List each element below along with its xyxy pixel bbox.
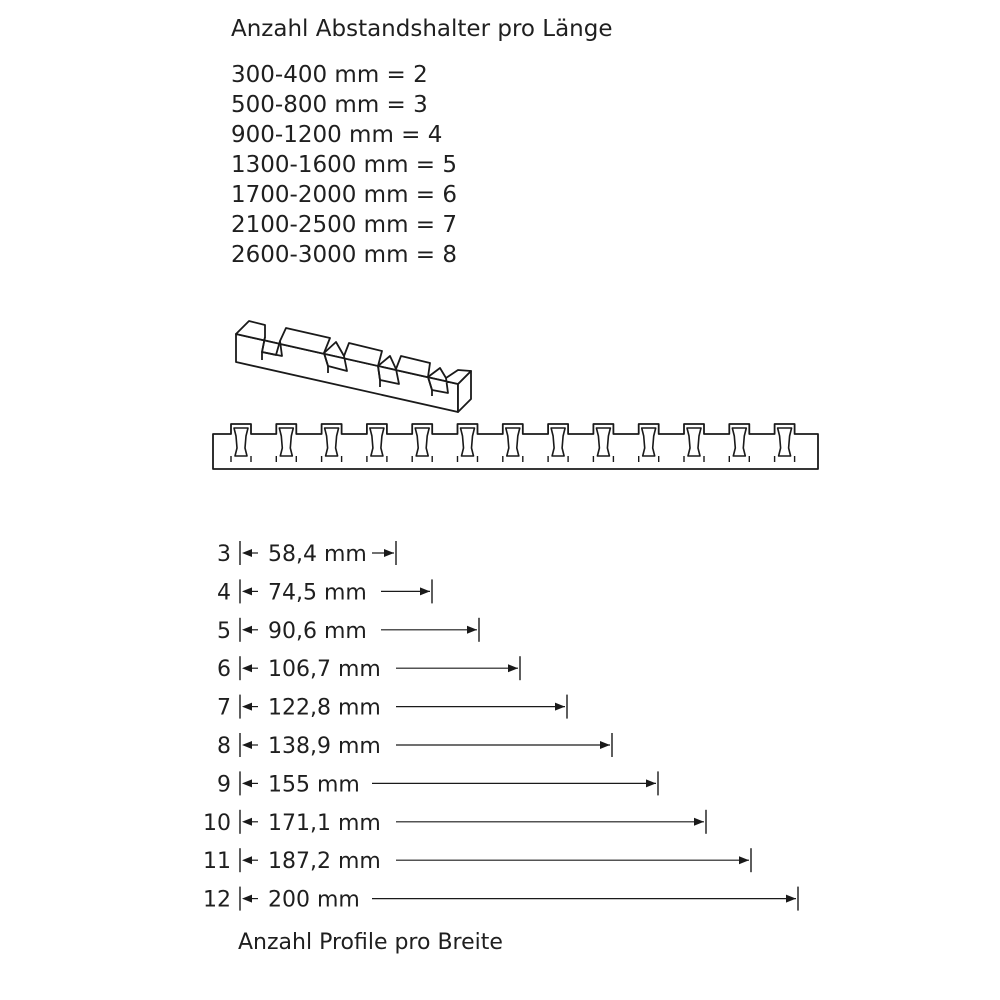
width-value: 155 mm [268,772,360,798]
width-row [217,579,432,605]
width-value: 122,8 mm [268,695,381,721]
width-value: 74,5 mm [268,580,367,606]
width-row [217,771,658,797]
width-dimension-list [203,541,798,913]
width-value: 171,1 mm [268,810,381,836]
profile-count: 11 [203,849,231,875]
width-row [203,848,751,874]
length-row: 2100-2500 mm = 7 [231,212,458,238]
width-table-caption: Anzahl Profile pro Breite [238,930,503,955]
profile-count: 10 [203,810,231,836]
profile-count: 3 [217,542,231,567]
length-row: 2600-3000 mm = 8 [231,242,458,268]
length-row: 500-800 mm = 3 [231,92,428,118]
width-value: 200 mm [268,887,360,913]
width-row [217,695,567,721]
profile-count: 5 [217,618,231,644]
profile-count: 8 [217,734,231,759]
width-row [217,618,479,644]
spacer-isometric-drawing [236,321,471,412]
length-row: 1300-1600 mm = 5 [231,152,458,178]
profile-count: 12 [203,887,231,913]
length-table-title: Anzahl Abstandshalter pro Länge [231,16,613,42]
profile-count: 4 [217,580,231,606]
width-row [217,656,520,682]
width-row [203,887,798,913]
length-row: 900-1200 mm = 4 [231,122,443,148]
profile-count: 7 [217,695,231,721]
profile-count: 6 [217,657,231,683]
profile-count: 9 [217,772,231,798]
width-value: 138,9 mm [268,734,381,759]
width-value: 90,6 mm [268,618,367,644]
width-row [217,541,396,567]
width-value: 187,2 mm [268,849,381,875]
width-row [217,733,612,759]
width-row [203,810,706,836]
width-value: 58,4 mm [268,542,367,567]
length-row: 1700-2000 mm = 6 [231,182,458,208]
spacer-strip-profile [213,424,818,469]
length-row: 300-400 mm = 2 [231,62,428,88]
width-value: 106,7 mm [268,657,381,683]
